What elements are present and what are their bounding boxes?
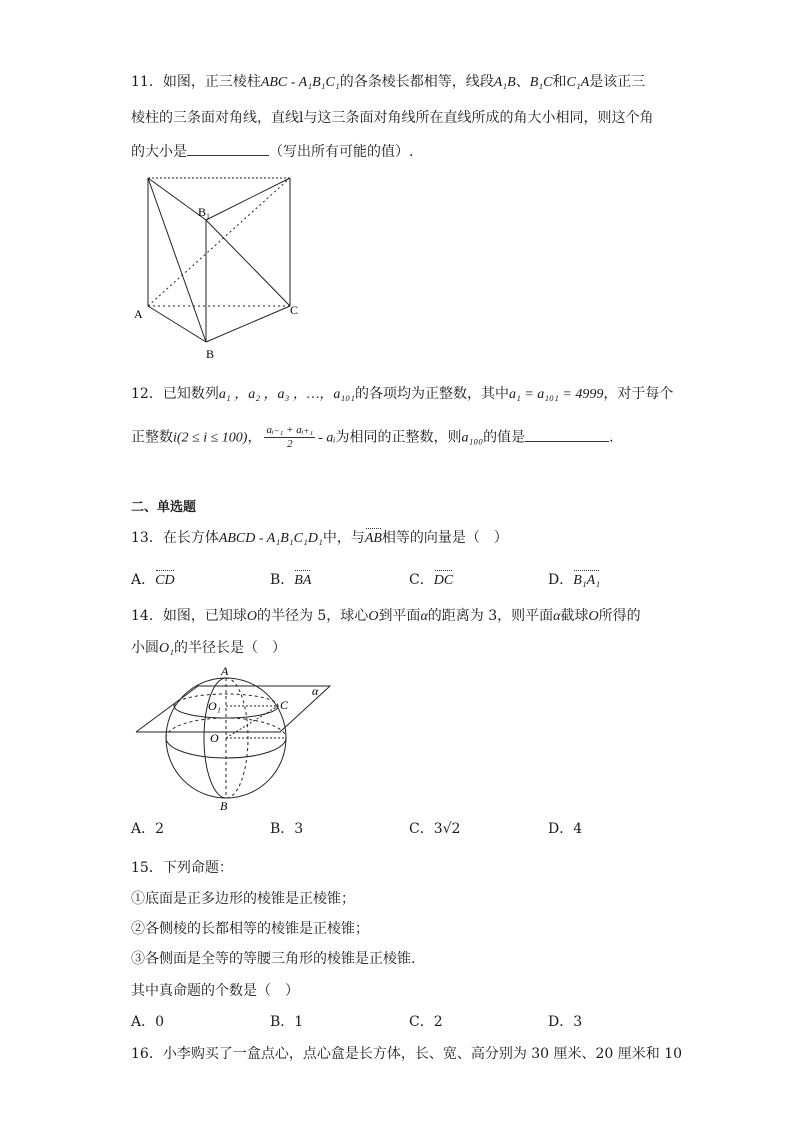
- q14-option-d[interactable]: [548, 819, 582, 839]
- q13-option-c[interactable]: [409, 570, 453, 591]
- segment-b1c: B₁C: [529, 75, 553, 90]
- center-o: O: [368, 609, 379, 624]
- segment-a1b: A₁B: [493, 75, 516, 90]
- q14-text: 到平面: [378, 608, 421, 624]
- option-value: 0: [155, 1014, 165, 1030]
- label-a: A: [221, 664, 229, 678]
- q13-option-a[interactable]: [131, 570, 175, 591]
- q13-text: 中，与: [322, 530, 365, 546]
- option-label: A．: [131, 821, 156, 837]
- q13-option-b[interactable]: [270, 570, 311, 591]
- label-b: B: [220, 799, 228, 812]
- label-c: C: [280, 698, 289, 712]
- fraction: [264, 424, 315, 451]
- fraction-denominator: 2: [287, 438, 293, 450]
- q12-text: 为相同的正整数，则: [335, 429, 462, 446]
- q15-item3: ③各侧面是全等的等腰三角形的棱锥是正棱锥.: [131, 951, 416, 967]
- option-label: B．: [270, 821, 295, 837]
- q14-text: 的距离为 3，则平面: [427, 608, 554, 624]
- label-alpha: α: [312, 684, 319, 698]
- option-value: DC: [434, 571, 453, 591]
- q12-text: 正整数: [131, 429, 173, 446]
- q16-line1: 16．小李购买了一盒点心，点心盒是长方体，长、宽、高分别为 30 厘米、20 厘米和 10: [131, 1046, 683, 1062]
- option-value: 2: [433, 1014, 443, 1030]
- option-label: A．: [131, 572, 156, 588]
- q14-line1: [131, 606, 641, 627]
- label-o: O: [210, 731, 219, 745]
- q14-text: 截球: [560, 608, 589, 624]
- small-circle-o1: O₁: [159, 641, 174, 656]
- sphere-o: O: [246, 609, 257, 624]
- q15-option-a[interactable]: [131, 1012, 164, 1032]
- q11-text: 是该正三: [589, 74, 646, 90]
- index-range: i(2 ≤ i ≤ 100): [173, 430, 248, 446]
- q13-text: 13．在长方体: [131, 530, 219, 546]
- label-a: A: [134, 307, 143, 321]
- q11-text: 11．如图，正三棱柱: [131, 74, 261, 90]
- option-label: D．: [548, 1014, 574, 1030]
- q14-line2: [131, 638, 286, 659]
- q11-line1: [131, 72, 645, 93]
- option-value: 3√2: [433, 821, 461, 837]
- q12-line2: [131, 424, 614, 451]
- q11-text: 的各条棱长都相等，线段: [339, 74, 494, 90]
- plane-alpha: α: [553, 609, 561, 624]
- q13-option-d[interactable]: [548, 570, 600, 591]
- sequence: a₁ ，a₂ ，a₃ ，…，a₁₀₁: [218, 387, 355, 402]
- q14-text: 的半径长是（ ）: [173, 640, 286, 656]
- q15-option-b[interactable]: [270, 1012, 303, 1032]
- a100: a₁₀₀: [461, 430, 484, 446]
- option-value: CD: [155, 571, 174, 591]
- q15-title: 15．下列命题：: [131, 860, 233, 876]
- option-label: C．: [409, 572, 434, 588]
- prism-figure: [126, 172, 306, 362]
- sphere-figure: [130, 662, 340, 812]
- q11-line2: 棱柱的三条面对角线，直线l与这三条面对角线所在直线所成的角大小相同，则这个角: [131, 110, 654, 126]
- q15-item2: ②各侧棱的长都相等的棱锥是正棱锥；: [131, 921, 369, 937]
- option-value: 3: [294, 821, 304, 837]
- option-value: B₁A₁: [573, 571, 600, 591]
- q12-line1: [131, 384, 673, 405]
- option-label: B．: [270, 1014, 295, 1030]
- option-value: 3: [573, 1014, 583, 1030]
- q14-text: 小圆: [131, 640, 159, 656]
- label-c: C: [290, 303, 299, 317]
- q12-text: 的值是: [483, 429, 526, 446]
- vector-ab: AB: [365, 529, 382, 549]
- option-value: 4: [573, 821, 583, 837]
- q15-option-c[interactable]: [409, 1012, 443, 1032]
- option-value: BA: [294, 571, 311, 591]
- option-label: D．: [548, 821, 574, 837]
- section-heading: 二、单选题: [131, 500, 197, 515]
- option-value: 1: [294, 1014, 304, 1030]
- q15-option-d[interactable]: [548, 1012, 582, 1032]
- q14-text: 所得的: [598, 608, 641, 624]
- q12-text: ，对于每个: [603, 386, 674, 402]
- fraction-numerator: aᵢ₋₁ + aᵢ₊₁: [266, 424, 314, 436]
- option-label: D．: [548, 572, 574, 588]
- label-b: B: [206, 347, 215, 361]
- plane-alpha: α: [420, 609, 428, 624]
- prism-name: ABC - A₁B₁C₁: [260, 75, 340, 90]
- q14-text: 的半径为 5，球心: [256, 608, 369, 624]
- q11-line3: [131, 141, 413, 162]
- answer-blank[interactable]: [525, 427, 609, 442]
- q15-question: 其中真命题的个数是（ ）: [131, 983, 299, 999]
- label-o1: O₁: [208, 699, 221, 713]
- q14-text: 14．如图，已知球: [131, 608, 247, 624]
- q14-option-a[interactable]: [131, 819, 164, 839]
- q13-stem: [131, 528, 508, 549]
- q12-text: .: [609, 429, 614, 446]
- option-label: B．: [270, 572, 295, 588]
- q12-text: 12．已知数列: [131, 386, 219, 402]
- sphere-o: O: [588, 609, 599, 624]
- q15-item1: ①底面是正多边形的棱锥是正棱锥；: [131, 891, 355, 907]
- q11-text: 和: [552, 74, 567, 90]
- segment-c1a: C₁A: [566, 75, 590, 90]
- q14-option-b[interactable]: [270, 819, 303, 839]
- q11-text: 的大小是: [131, 144, 187, 160]
- q13-text: 相等的向量是（ ）: [381, 530, 508, 546]
- option-label: A．: [131, 1014, 156, 1030]
- q14-option-c[interactable]: [409, 819, 460, 839]
- q11-text: （写出所有可能的值）.: [269, 144, 414, 160]
- sequence-endpoints: a₁ = a₁₀₁ = 4999: [508, 387, 604, 402]
- option-value: 2: [155, 821, 165, 837]
- answer-blank[interactable]: [187, 141, 269, 156]
- minus-ai: - aᵢ: [318, 430, 336, 446]
- cuboid-name: ABCD - A₁B₁C₁D₁: [218, 531, 323, 546]
- label-b1: B₁: [198, 205, 211, 219]
- option-label: C．: [409, 1014, 434, 1030]
- q12-text: 的各项均为正整数，其中: [354, 386, 509, 402]
- q12-text: ，: [247, 429, 262, 446]
- option-label: C．: [409, 821, 434, 837]
- q11-text: 、: [515, 74, 530, 90]
